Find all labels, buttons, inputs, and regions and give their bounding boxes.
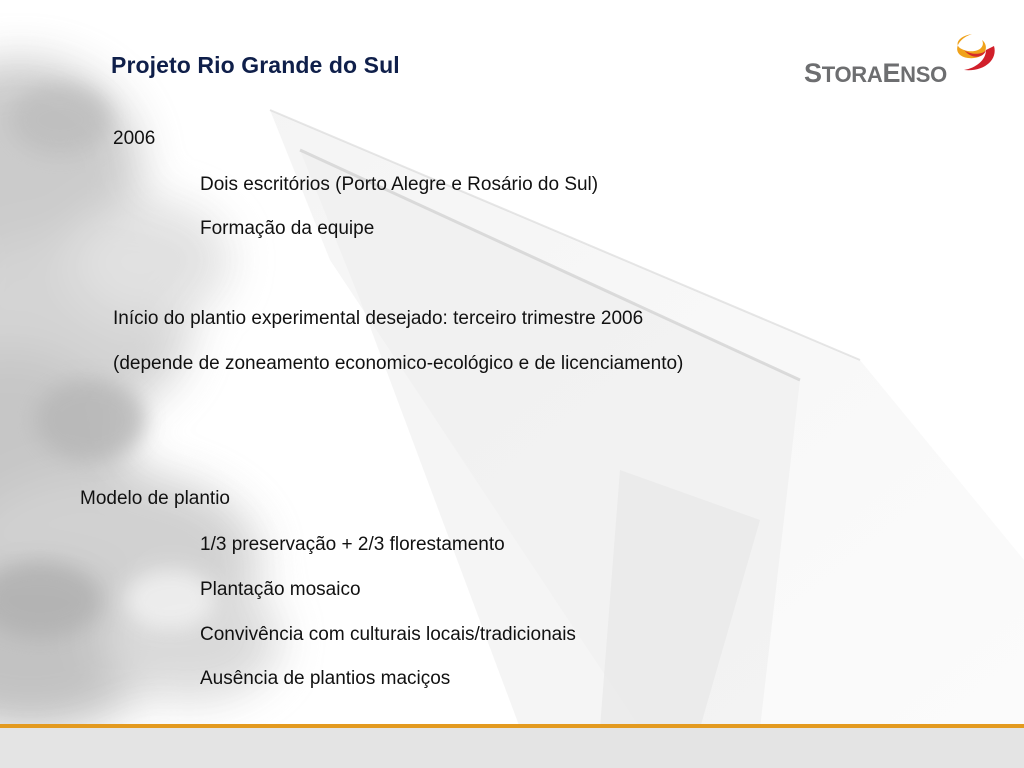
logo-wordmark: STORAENSO (804, 58, 947, 88)
plantio-condition-text: (depende de zoneamento economico-ecológico e de licenciamento) (113, 353, 684, 374)
list-item: 1/3 preservação + 2/3 florestamento (200, 534, 505, 555)
list-item: Formação da equipe (200, 218, 375, 239)
modelo-heading: Modelo de plantio (80, 488, 230, 509)
list-item: Plantação mosaico (200, 579, 361, 600)
stora-enso-logo (804, 30, 1004, 94)
year-heading: 2006 (113, 128, 156, 149)
slide-title: Projeto Rio Grande do Sul (111, 52, 400, 78)
list-item: Ausência de plantios maciços (200, 668, 451, 689)
footer-band (0, 728, 1024, 768)
plantio-start-text: Início do plantio experimental desejado: terceiro trimestre 2006 (113, 308, 644, 329)
list-item: Convivência com culturais locais/tradicionais (200, 624, 576, 645)
stora-enso-swoosh-icon (942, 30, 998, 78)
list-item: Dois escritórios (Porto Alegre e Rosário do Sul) (200, 174, 599, 195)
